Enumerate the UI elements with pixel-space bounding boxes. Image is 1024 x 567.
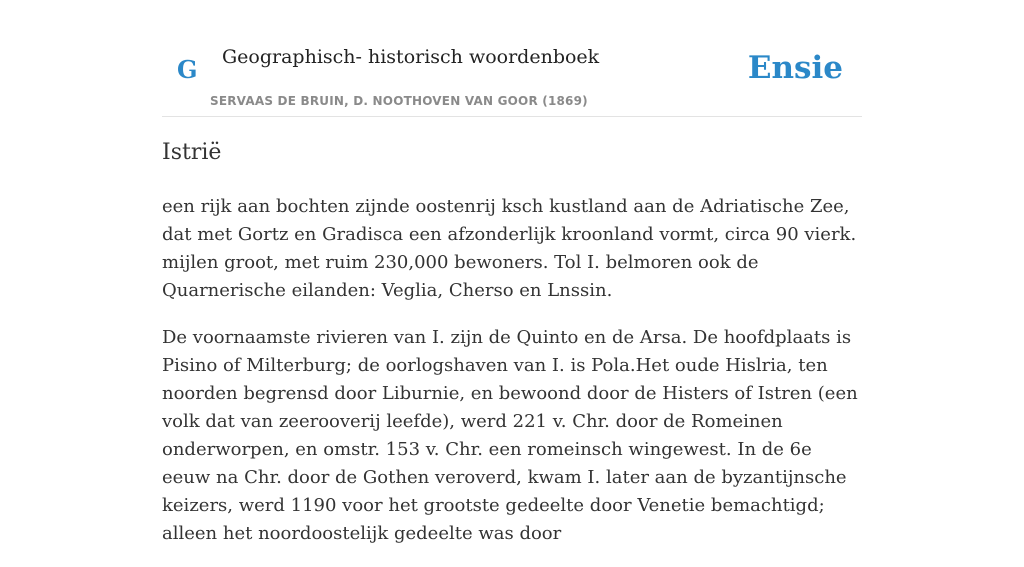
book-title-link[interactable]: Geographisch- historisch woordenboek — [222, 46, 600, 68]
entry-title: Istrië — [162, 140, 222, 165]
entry-paragraph: De voornaamste rivieren van I. zijn de Quinto en de Arsa. De hoofdplaats is Pisino of Milterburg; de oorlogshaven van I. is Pola.Het oude Hislria, ten noorden begrensd door Liburnie, en bewoond door de Histers of Istren (een volk dat van zeerooverij leefde), werd 221 v. Chr. door de Romeinen onderworpen, en omstr. 153 v. Chr. een romeinsch wingewest. In de 6e eeuw na Chr. door de Gothen veroverd, kwam I. later aan de byzantijnsche keizers, werd 1190 voor het grootste gedeelte door Venetie bemachtigd; alleen het noordoostelijk gedeelte was door — [162, 327, 858, 544]
entry-paragraph: een rijk aan bochten zijnde oostenrij ksch kustland aan de Adriatische Zee, dat met Gortz en Gradisca een afzonderlijk kroonland vormt, circa 90 vierk. mijlen groot, met ruim 230,000 bewoners. Tol I. belmoren ook de Quarnerische eilanden: Veglia, Cherso en Lnssin. — [162, 196, 857, 301]
book-header — [162, 0, 862, 117]
article-page — [162, 0, 862, 544]
book-author: SERVAAS DE BRUIN, D. NOOTHOVEN VAN GOOR (1869) — [210, 94, 588, 108]
ensie-logo[interactable]: Ensie — [747, 50, 843, 86]
book-letter-link[interactable]: G — [177, 55, 198, 84]
entry-body — [162, 193, 862, 567]
